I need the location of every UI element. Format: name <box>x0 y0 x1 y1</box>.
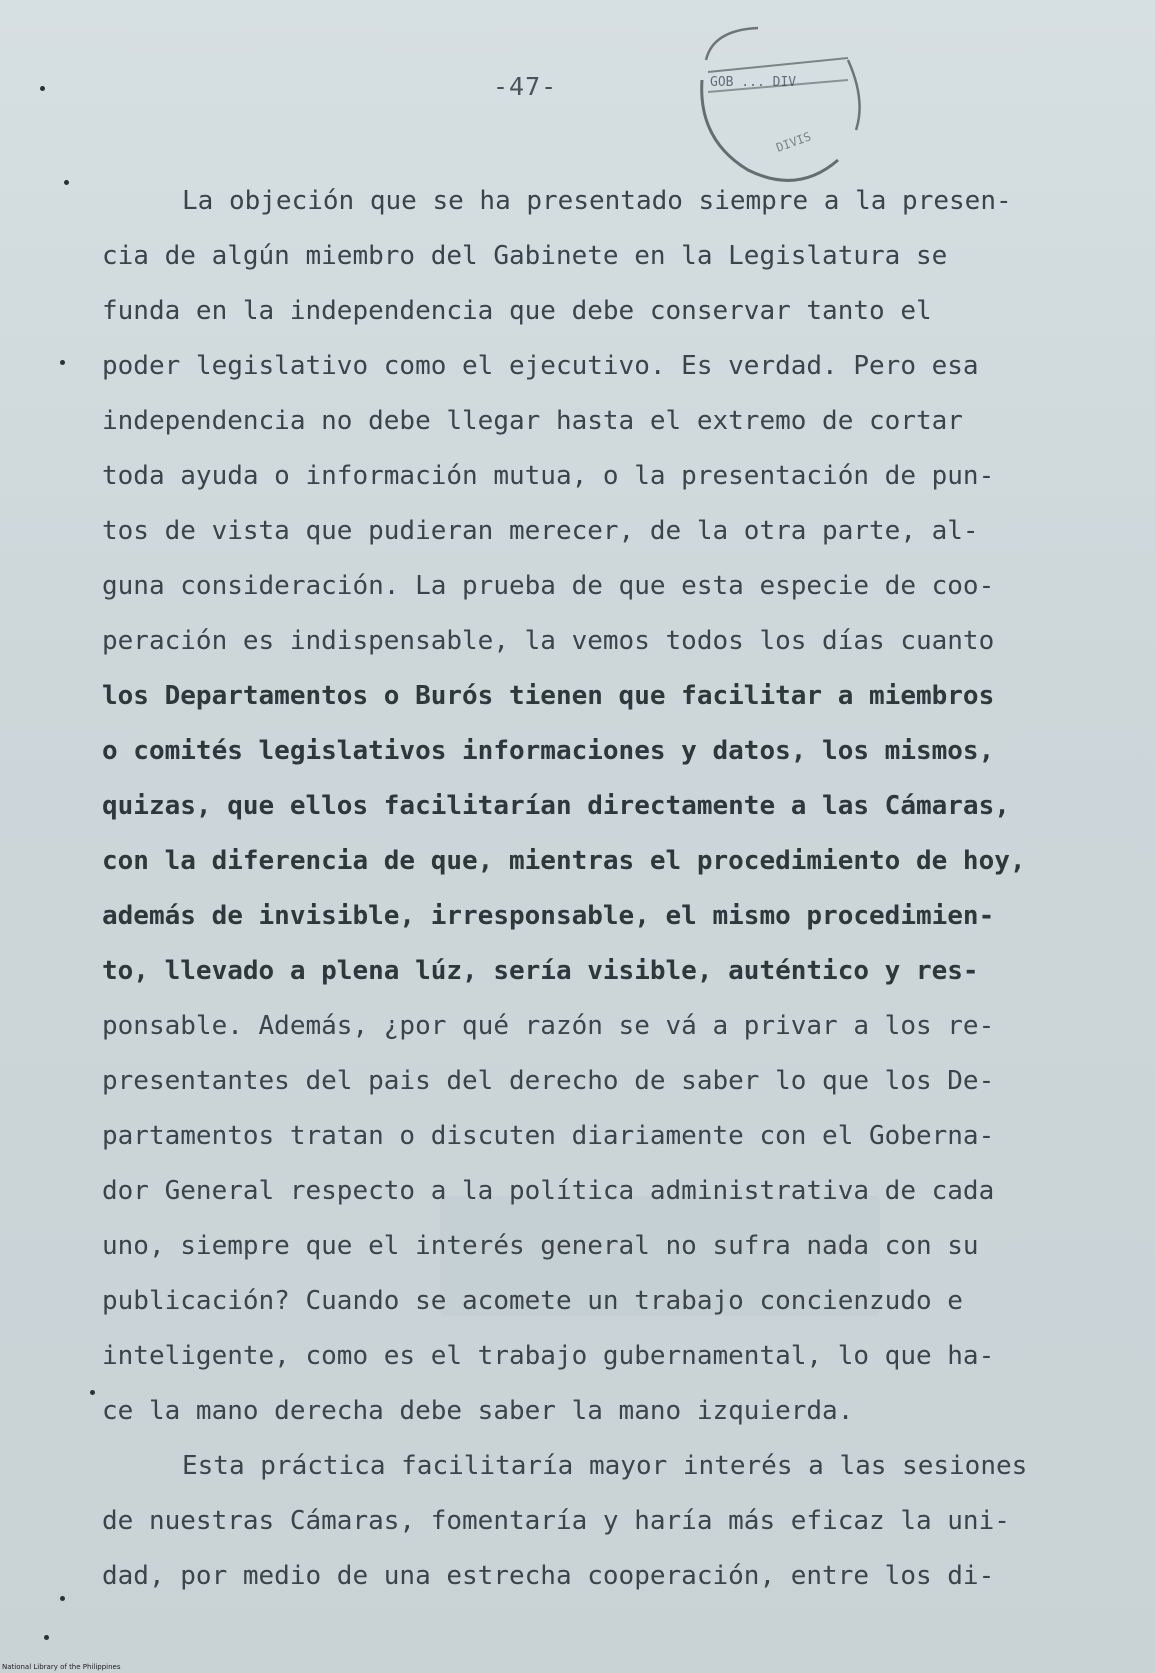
margin-dot <box>90 1390 95 1395</box>
text-line: independencia no debe llegar hasta el extremo de cortar <box>102 406 963 436</box>
text-line: o comités legislativos informaciones y datos, los mismos, <box>102 736 995 766</box>
text-line: tos de vista que pudieran merecer, de la otra parte, al- <box>102 516 979 546</box>
text-line: de nuestras Cámaras, fomentaría y haría más eficaz la uni- <box>102 1506 1010 1536</box>
text-line: con la diferencia de que, mientras el procedimiento de hoy, <box>102 846 1026 876</box>
text-line: partamentos tratan o discuten diariamente con el Goberna- <box>102 1121 995 1151</box>
margin-dot <box>64 180 69 185</box>
text-line: publicación? Cuando se acomete un trabajo concienzudo e <box>102 1286 963 1316</box>
stamp-icon <box>688 20 898 190</box>
seal-stamp <box>688 20 898 190</box>
text-line: los Departamentos o Burós tienen que facilitar a miembros <box>102 681 995 711</box>
text-line: cia de algún miembro del Gabinete en la Legislatura se <box>102 241 948 271</box>
library-footer: National Library of the Philippines <box>2 1663 121 1671</box>
page-number: -47- <box>493 72 558 101</box>
text-line: guna consideración. La prueba de que esta especie de coo- <box>102 571 995 601</box>
text-line: quizas, que ellos facilitarían directamente a las Cámaras, <box>102 791 1010 821</box>
text-line: ponsable. Además, ¿por qué razón se vá a privar a los re- <box>102 1011 995 1041</box>
margin-dot <box>40 86 45 91</box>
text-line: to, llevado a plena lúz, sería visible, auténtico y res- <box>102 956 979 986</box>
text-line: dad, por medio de una estrecha cooperación, entre los di- <box>102 1561 995 1591</box>
svg-text:GOB ... DIV: GOB ... DIV <box>710 75 797 90</box>
text-line: presentantes del pais del derecho de saber lo que los De- <box>102 1066 995 1096</box>
text-line: toda ayuda o información mutua, o la presentación de pun- <box>102 461 995 491</box>
document-body <box>102 174 1062 1604</box>
text-line: poder legislativo como el ejecutivo. Es verdad. Pero esa <box>102 351 979 381</box>
margin-dot <box>44 1635 49 1640</box>
text-line: funda en la independencia que debe conservar tanto el <box>102 296 932 326</box>
text-line: uno, siempre que el interés general no sufra nada con su <box>102 1231 979 1261</box>
margin-dot <box>60 1596 65 1601</box>
text-line: dor General respecto a la política administrativa de cada <box>102 1176 995 1206</box>
svg-text:DIVIS: DIVIS <box>774 129 813 155</box>
text-line: inteligente, como es el trabajo gubernamental, lo que ha- <box>102 1341 995 1371</box>
margin-dot <box>60 360 65 365</box>
text-line: La objeción que se ha presentado siempre a la presen- <box>182 186 1012 216</box>
text-line: además de invisible, irresponsable, el mismo procedimien- <box>102 901 995 931</box>
text-line: Esta práctica facilitaría mayor interés a las sesiones <box>182 1451 1028 1481</box>
text-line: peración es indispensable, la vemos todos los días cuanto <box>102 626 995 656</box>
text-line: ce la mano derecha debe saber la mano izquierda. <box>102 1396 854 1426</box>
